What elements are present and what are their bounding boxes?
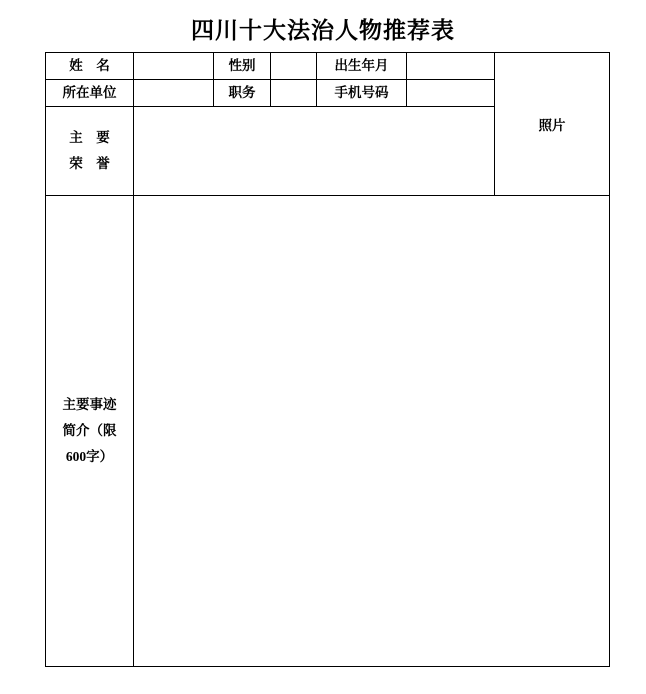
- unit-field[interactable]: [134, 80, 214, 107]
- unit-label: 所在单位: [46, 80, 134, 107]
- name-label: 姓 名: [46, 53, 134, 80]
- form-table: [45, 52, 610, 667]
- position-label: 职务: [214, 80, 271, 107]
- deeds-label-line1: 主要事迹: [62, 396, 117, 412]
- name-field[interactable]: [134, 53, 214, 80]
- honor-label-line1: 主 要: [69, 130, 110, 146]
- table-row: [46, 196, 610, 667]
- recommendation-form: [45, 52, 609, 667]
- honor-label: [46, 107, 134, 196]
- honor-field[interactable]: [134, 107, 495, 196]
- deeds-field[interactable]: [134, 196, 610, 667]
- deeds-label-line2: 简介（限: [62, 422, 117, 438]
- gender-field[interactable]: [271, 53, 317, 80]
- birth-label: 出生年月: [317, 53, 407, 80]
- phone-label: 手机号码: [317, 80, 407, 107]
- deeds-label: [46, 196, 134, 667]
- phone-field[interactable]: [407, 80, 495, 107]
- position-field[interactable]: [271, 80, 317, 107]
- birth-field[interactable]: [407, 53, 495, 80]
- photo-cell[interactable]: 照片: [495, 53, 610, 196]
- deeds-label-line3: 600字）: [65, 449, 114, 465]
- honor-label-line2: 荣 誉: [69, 156, 110, 171]
- gender-label: 性别: [214, 53, 271, 80]
- table-row: [46, 53, 610, 80]
- page-title: 四川十大法治人物推荐表: [191, 18, 455, 43]
